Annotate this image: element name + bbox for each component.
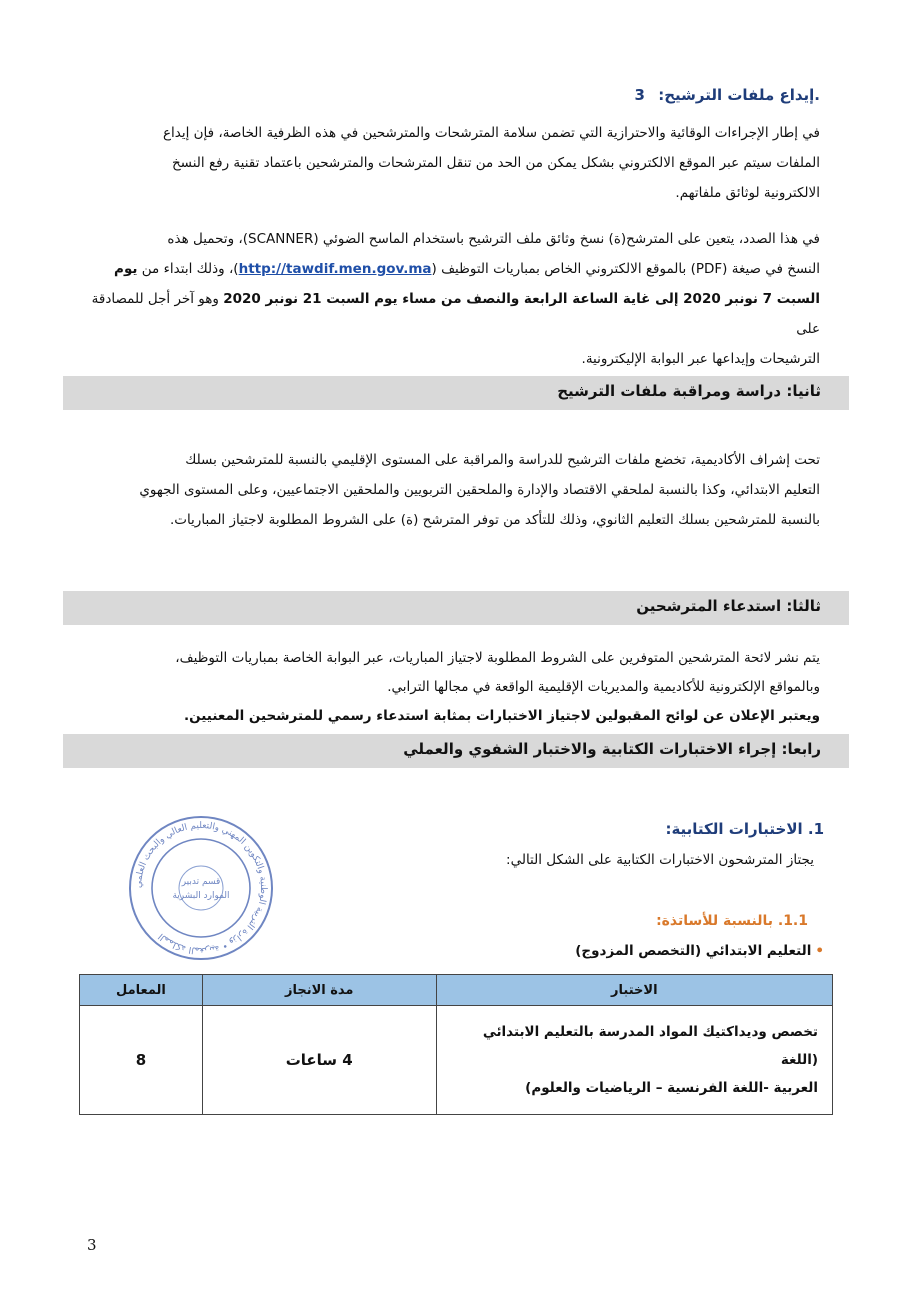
table-header-row [80,975,833,1006]
stamp-outer-text: المملكة المغربية • وزارة التربية الوطنية والتكوين المهني والتعليم العالي والبحث العلمي [133,820,269,956]
official-stamp [126,814,276,962]
bullet-text: التعليم الابتدائي (التخصص المزدوج) [575,943,812,959]
summon-paragraph [90,644,820,731]
section-title-summon: ثالثا: استدعاء المترشحين [636,597,821,615]
exam-line: تخصص وديداكتيك المواد المدرسة بالتعليم الابتدائي (اللغة [482,1024,818,1068]
header-coefficient: المعامل [80,975,203,1006]
section3-heading [120,86,820,104]
section-bar-review [63,376,849,410]
text-line: يتم نشر لائحة المترشحين المتوفرين على الشروط المطلوبة لاجتياز المباريات، عبر البوابة الخاصة بمباريات التوظيف، [175,650,820,666]
review-paragraph [90,445,820,535]
text-span: النسخ في صيغة (PDF) بالموقع الالكتروني الخاص بمباريات التوظيف ( [431,261,820,277]
section-bar-summon [63,591,849,625]
text-line: تحت إشراف الأكاديمية، تخضع ملفات الترشيح للدراسة والمراقبة على المستوى الإقليمي بالنسبة للمترشحين بسلك [185,452,820,468]
text-span: وهو آخر أجل للمصادقة على [91,291,820,337]
text-line [90,254,820,284]
text-line: ويعتبر الإعلان عن لوائح المقبولين لاجتياز الاختبارات بمثابة استدعاء رسمي للمترشحين المعنيين. [184,708,820,724]
text-line: الترشيحات وإيداعها عبر البوابة الإليكترونية. [581,351,820,367]
bold-text: يوم [114,261,138,277]
teachers-subheading: 1.1. بالنسبة للأساتذة: [656,913,808,929]
tawdif-link[interactable]: http://tawdif.men.gov.ma [238,261,432,277]
stamp-center-ring [179,866,223,910]
section-title-exams: رابعا: إجراء الاختبارات الكتابية والاختبار الشفوي والعملي [403,740,821,758]
section3-title: .إيداع ملفات الترشيح: [658,86,820,104]
header-duration: مدة الانجاز [202,975,436,1006]
date-range-bold: السبت 7 نونبر 2020 إلى غاية الساعة الرابعة والنصف من مساء يوم السبت 21 نونبر 2020 [223,291,820,307]
exam-table [79,974,833,1115]
text-line [90,284,820,344]
text-line: الالكترونية لوثائق ملفاتهم. [675,185,820,201]
section3-number: 3 [634,86,645,104]
coefficient-cell: 8 [80,1006,203,1115]
written-exams-text: يجتاز المترشحون الاختبارات الكتابية على الشكل التالي: [506,852,814,868]
bullet-icon: • [815,943,824,959]
text-line: في إطار الإجراءات الوقائية والاحترازية التي تضمن سلامة المترشحات والمترشحين في هذه الظرفية الخاصة، فإن إيداع [162,125,820,141]
stamp-inner-text-2: الموارد البشرية [172,891,230,901]
text-line: وبالمواقع الإلكترونية للأكاديمية والمديريات الإقليمية الواقعة في مجالها الترابي. [387,679,820,695]
text-line: الملفات سيتم عبر الموقع الالكتروني بشكل يمكن من الحد من تنقل المترشحات والمترشحين باعتماد تقنية رفع النسخ [171,155,820,171]
duration-cell: 4 ساعات [202,1006,436,1115]
exam-cell [436,1006,832,1115]
section-bar-exams [63,734,849,768]
text-span: )، وذلك ابتداء من [141,261,239,277]
stamp-inner-text-1: قسم تدبير [181,877,221,887]
table-row [80,1006,833,1115]
section3-paragraph-1 [90,118,820,208]
exam-line: العربية -اللغة الفرنسية – الرياضيات والعلوم) [525,1080,818,1096]
stamp-inner-ring [152,839,250,937]
primary-education-bullet [324,943,824,959]
page-number: 3 [87,1236,97,1254]
header-exam: الاختبار [436,975,832,1006]
text-line: بالنسبة للمترشحين بسلك التعليم الثانوي، وذلك للتأكد من توفر المترشح (ة) على الشروط المطلوبة لاجتياز المباريات. [169,512,820,528]
text-line: التعليم الابتدائي، وكذا بالنسبة لملحقي الاقتصاد والإدارة والملحقين التربويين والملحقين الاجتماعيين، وعلى المستوى الجهوي [139,482,820,498]
written-exams-heading: 1. الاختبارات الكتابية: [665,820,824,838]
section3-paragraph-2 [90,224,820,374]
section-title-review: ثانيا: دراسة ومراقبة ملفات الترشيح [557,382,821,400]
text-line: في هذا الصدد، يتعين على المترشح(ة) نسخ وثائق ملف الترشيح باستخدام الماسح الضوئي (SCANNER)، وتحميل هذه [167,231,820,247]
